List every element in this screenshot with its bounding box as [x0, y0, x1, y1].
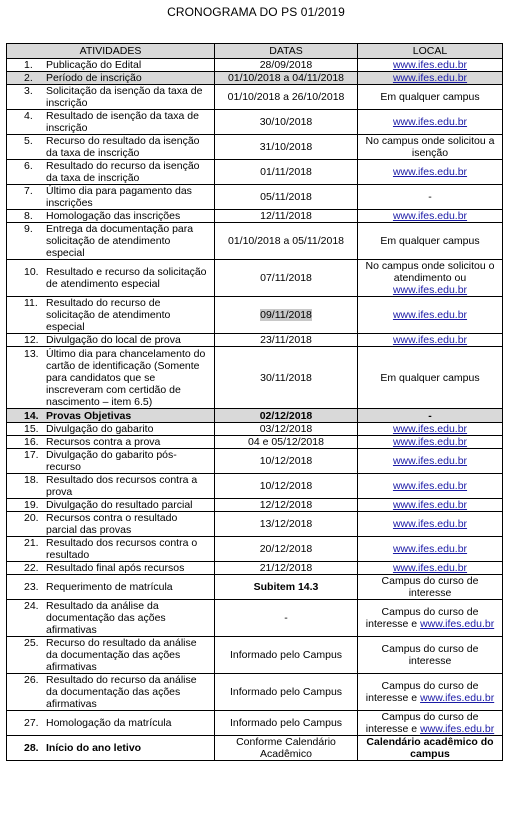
- location-cell: [358, 260, 503, 297]
- date-text: 01/10/2018 a 04/11/2018: [228, 72, 344, 84]
- activity-text: Entrega da documentação para solicitação de atendimento especial: [46, 223, 194, 259]
- date-cell: [215, 674, 358, 711]
- activity-cell: [7, 736, 215, 761]
- table-row: [7, 449, 503, 474]
- activity-text: Resultado do recurso de solicitação de atendimento especial: [46, 297, 171, 333]
- date-cell: [215, 135, 358, 160]
- activity-text: Divulgação do gabarito pós-recurso: [46, 449, 177, 473]
- row-number: 21.: [24, 537, 39, 549]
- activity-cell: [7, 562, 215, 575]
- ifes-website-link[interactable]: www.ifes.edu.br: [392, 455, 468, 467]
- activity-cell: [7, 223, 215, 260]
- table-row: [7, 110, 503, 135]
- activity-text: Solicitação da isenção da taxa de inscrição: [46, 85, 203, 109]
- activity-text: Resultado dos recursos contra a prova: [46, 474, 198, 498]
- date-text: 02/12/2018: [259, 409, 313, 422]
- date-cell: [215, 334, 358, 347]
- table-row: [7, 562, 503, 575]
- date-text: 01/10/2018 a 26/10/2018: [227, 91, 345, 103]
- table-row: [7, 210, 503, 223]
- date-text: Informado pelo Campus: [229, 686, 343, 698]
- location-text: Em qualquer campus: [380, 235, 480, 247]
- location-text: Campus do curso de interesse e: [365, 606, 479, 630]
- date-cell: [215, 260, 358, 297]
- table-row: [7, 260, 503, 297]
- ifes-website-link[interactable]: www.ifes.edu.br: [392, 499, 468, 511]
- row-number: 23.: [24, 581, 39, 593]
- location-cell: [358, 512, 503, 537]
- activity-cell: [7, 474, 215, 499]
- row-number: 19.: [24, 499, 39, 511]
- location-cell: [358, 85, 503, 110]
- location-cell: [358, 334, 503, 347]
- date-text: 31/10/2018: [259, 141, 313, 153]
- date-text: 21/12/2018: [259, 562, 313, 574]
- date-cell: [215, 537, 358, 562]
- row-number: 15.: [24, 423, 39, 435]
- activity-text: Provas Objetivas: [46, 409, 132, 422]
- location-cell: [358, 210, 503, 223]
- location-cell: [358, 436, 503, 449]
- activity-text: Recurso do resultado da análise da documentação das ações afirmativas: [46, 637, 197, 673]
- activity-text: Resultado e recurso da solicitação de atendimento especial: [46, 266, 207, 290]
- ifes-website-link[interactable]: www.ifes.edu.br: [392, 334, 468, 346]
- ifes-website-link[interactable]: www.ifes.edu.br: [392, 116, 468, 128]
- activity-text: Último dia para chancelamento do cartão de identificação (Somente para candidatos que se inscreveram com certidão de nascimento – item 6.5): [46, 347, 206, 408]
- row-number: 17.: [24, 449, 39, 461]
- activity-cell: [7, 600, 215, 637]
- row-number: 22.: [24, 562, 39, 574]
- location-text: No campus onde solicitou o atendimento ou: [365, 260, 495, 284]
- date-cell: [215, 297, 358, 334]
- table-row: [7, 600, 503, 637]
- location-cell: [358, 537, 503, 562]
- date-cell: [215, 110, 358, 135]
- table-row: [7, 297, 503, 334]
- location-cell: [358, 72, 503, 85]
- table-row: [7, 409, 503, 423]
- activity-cell: [7, 334, 215, 347]
- activity-text: Início do ano letivo: [46, 742, 142, 754]
- date-cell: [215, 160, 358, 185]
- row-number: 27.: [24, 717, 39, 729]
- location-text: No campus onde solicitou a isenção: [365, 135, 495, 159]
- row-number: 6.: [24, 160, 33, 172]
- row-number: 11.: [24, 297, 38, 309]
- activity-cell: [7, 449, 215, 474]
- activity-text: Divulgação do resultado parcial: [46, 499, 193, 511]
- activity-text: Último dia para pagamento das inscrições: [46, 185, 192, 209]
- location-cell: [358, 347, 503, 409]
- activity-cell: [7, 85, 215, 110]
- location-cell: [358, 575, 503, 600]
- activity-text: Resultado da análise da documentação das ações afirmativas: [46, 600, 166, 636]
- date-text: 12/12/2018: [259, 499, 313, 511]
- table-row: [7, 537, 503, 562]
- date-cell: [215, 72, 358, 85]
- activity-cell: [7, 210, 215, 223]
- ifes-website-link[interactable]: www.ifes.edu.br: [392, 210, 468, 222]
- ifes-website-link[interactable]: www.ifes.edu.br: [392, 309, 468, 321]
- row-number: 28.: [24, 742, 39, 754]
- table-row: [7, 185, 503, 210]
- activity-text: Resultado do recurso da isenção da taxa de inscrição: [46, 160, 200, 184]
- date-cell: [215, 575, 358, 600]
- row-number: 12.: [24, 334, 39, 346]
- location-cell: [358, 59, 503, 72]
- activity-cell: [7, 260, 215, 297]
- date-cell: [215, 210, 358, 223]
- ifes-website-link[interactable]: www.ifes.edu.br: [392, 436, 468, 448]
- activity-text: Requerimento de matrícula: [46, 581, 173, 593]
- activity-text: Resultado de isenção da taxa de inscrição: [46, 110, 199, 134]
- date-cell: [215, 562, 358, 575]
- date-cell: [215, 409, 358, 423]
- date-cell: [215, 474, 358, 499]
- date-cell: [215, 637, 358, 674]
- ifes-website-link[interactable]: www.ifes.edu.br: [392, 480, 468, 492]
- activity-text: Divulgação do gabarito: [46, 423, 154, 435]
- activity-cell: [7, 537, 215, 562]
- table-row: [7, 674, 503, 711]
- location-cell: [358, 499, 503, 512]
- ifes-website-link[interactable]: www.ifes.edu.br: [392, 72, 468, 84]
- location-cell: [358, 600, 503, 637]
- date-text: 20/12/2018: [259, 543, 313, 555]
- header-location: LOCAL: [358, 44, 503, 59]
- location-cell: [358, 160, 503, 185]
- activity-cell: [7, 674, 215, 711]
- location-text: Campus do curso de interesse: [381, 643, 479, 667]
- row-number: 16.: [24, 436, 39, 448]
- table-row: [7, 135, 503, 160]
- table-row: [7, 499, 503, 512]
- location-cell: [358, 297, 503, 334]
- header-dates: DATAS: [215, 44, 358, 59]
- row-number: 24.: [24, 600, 39, 612]
- date-text: 07/11/2018: [260, 272, 312, 284]
- table-body: [7, 59, 503, 761]
- row-number: 14.: [24, 409, 39, 422]
- date-text: 01/11/2018: [260, 166, 312, 178]
- activity-cell: [7, 72, 215, 85]
- location-cell: [358, 135, 503, 160]
- row-number: 1.: [24, 59, 33, 71]
- activity-cell: [7, 423, 215, 436]
- date-text: 30/11/2018: [260, 371, 312, 384]
- ifes-website-link[interactable]: www.ifes.edu.br: [392, 543, 468, 555]
- ifes-website-link[interactable]: www.ifes.edu.br: [392, 562, 468, 574]
- location-text: Em qualquer campus: [380, 371, 480, 384]
- date-cell: [215, 185, 358, 210]
- row-number: 8.: [24, 210, 33, 222]
- activity-text: Resultado do recurso da análise da documentação das ações afirmativas: [46, 674, 197, 710]
- table-row: [7, 347, 503, 409]
- date-cell: [215, 423, 358, 436]
- activity-cell: [7, 110, 215, 135]
- activity-cell: [7, 347, 215, 409]
- document-title: CRONOGRAMA DO PS 01/2019: [167, 5, 345, 19]
- header-activities: ATIVIDADES: [7, 44, 215, 59]
- date-cell: [215, 85, 358, 110]
- location-text: Calendário acadêmico do campus: [366, 736, 494, 760]
- activity-text: Recursos contra o resultado parcial das provas: [46, 512, 178, 536]
- row-number: 5.: [24, 135, 33, 147]
- location-cell: [358, 409, 503, 423]
- location-cell: [358, 736, 503, 761]
- table-header-row: [7, 44, 503, 59]
- table-row: [7, 436, 503, 449]
- date-text: 09/11/2018: [260, 309, 312, 321]
- location-cell: [358, 637, 503, 674]
- date-text: 28/09/2018: [259, 59, 313, 71]
- table-row: [7, 334, 503, 347]
- location-text: -: [428, 409, 432, 422]
- location-cell: [358, 711, 503, 736]
- row-number: 3.: [24, 85, 33, 97]
- row-number: 9.: [24, 223, 33, 235]
- activity-cell: [7, 512, 215, 537]
- location-cell: [358, 185, 503, 210]
- date-text: 05/11/2018: [260, 191, 312, 203]
- date-text: Conforme Calendário Acadêmico: [236, 736, 336, 760]
- location-text: Campus do curso de interesse e: [365, 711, 479, 735]
- row-number: 26.: [24, 674, 39, 686]
- date-cell: [215, 512, 358, 537]
- table-row: [7, 575, 503, 600]
- location-text: -: [428, 191, 432, 203]
- date-text: 30/10/2018: [259, 116, 313, 128]
- activity-text: Divulgação do local de prova: [46, 334, 181, 346]
- date-text: 10/12/2018: [259, 480, 313, 492]
- ifes-website-link[interactable]: www.ifes.edu.br: [420, 723, 495, 735]
- activity-text: Homologação das inscrições: [46, 210, 181, 222]
- date-text: 12/11/2018: [260, 210, 312, 222]
- table-row: [7, 223, 503, 260]
- date-text: Informado pelo Campus: [229, 649, 343, 661]
- row-number: 18.: [24, 474, 39, 486]
- table-row: [7, 423, 503, 436]
- date-cell: [215, 347, 358, 409]
- ifes-website-link[interactable]: www.ifes.edu.br: [392, 59, 468, 71]
- date-text: 23/11/2018: [260, 334, 312, 346]
- activity-text: Resultado final após recursos: [46, 562, 185, 574]
- activity-text: Recursos contra a prova: [46, 436, 161, 448]
- location-text: Em qualquer campus: [380, 91, 480, 103]
- table-row: [7, 711, 503, 736]
- location-cell: [358, 423, 503, 436]
- row-number: 13.: [24, 347, 39, 360]
- table-row: [7, 85, 503, 110]
- table-row: [7, 59, 503, 72]
- row-number: 25.: [24, 637, 39, 649]
- row-number: 10.: [24, 266, 39, 278]
- date-text: 04 e 05/12/2018: [248, 436, 324, 448]
- ifes-website-link[interactable]: www.ifes.edu.br: [420, 692, 495, 704]
- date-text: -: [284, 612, 288, 624]
- activity-cell: [7, 499, 215, 512]
- activity-text: Publicação do Edital: [46, 59, 142, 71]
- schedule-table: [6, 43, 503, 761]
- location-text: Campus do curso de interesse: [381, 575, 479, 599]
- ifes-website-link[interactable]: www.ifes.edu.br: [420, 618, 495, 630]
- ifes-website-link[interactable]: www.ifes.edu.br: [392, 518, 468, 530]
- date-cell: [215, 600, 358, 637]
- table-row: [7, 736, 503, 761]
- location-cell: [358, 110, 503, 135]
- date-text: 01/10/2018 a 05/11/2018: [228, 235, 344, 247]
- location-cell: [358, 223, 503, 260]
- date-cell: [215, 499, 358, 512]
- date-cell: [215, 711, 358, 736]
- location-cell: [358, 474, 503, 499]
- activity-cell: [7, 409, 215, 423]
- table-row: [7, 474, 503, 499]
- location-cell: [358, 449, 503, 474]
- activity-cell: [7, 436, 215, 449]
- activity-cell: [7, 575, 215, 600]
- date-text: 13/12/2018: [259, 518, 313, 530]
- date-text: 03/12/2018: [259, 423, 313, 435]
- table-row: [7, 637, 503, 674]
- activity-cell: [7, 297, 215, 334]
- table-row: [7, 512, 503, 537]
- date-text: Subitem 14.3: [253, 581, 319, 593]
- table-row: [7, 160, 503, 185]
- date-text: Informado pelo Campus: [229, 717, 343, 729]
- activity-text: Resultado dos recursos contra o resultado: [46, 537, 198, 561]
- location-cell: [358, 674, 503, 711]
- activity-text: Homologação da matrícula: [46, 717, 172, 729]
- row-number: 4.: [24, 110, 33, 122]
- date-cell: [215, 449, 358, 474]
- table-row: [7, 72, 503, 85]
- date-text: 10/12/2018: [259, 455, 313, 467]
- date-cell: [215, 59, 358, 72]
- activity-text: Período de inscrição: [46, 72, 142, 84]
- row-number: 7.: [24, 185, 33, 197]
- ifes-website-link[interactable]: www.ifes.edu.br: [392, 166, 468, 178]
- row-number: 20.: [24, 512, 39, 524]
- ifes-website-link[interactable]: www.ifes.edu.br: [392, 284, 468, 296]
- activity-cell: [7, 637, 215, 674]
- date-cell: [215, 736, 358, 761]
- date-cell: [215, 223, 358, 260]
- activity-cell: [7, 135, 215, 160]
- location-text: Campus do curso de interesse e: [365, 680, 479, 704]
- activity-cell: [7, 59, 215, 72]
- activity-cell: [7, 711, 215, 736]
- activity-cell: [7, 160, 215, 185]
- date-cell: [215, 436, 358, 449]
- location-cell: [358, 562, 503, 575]
- activity-cell: [7, 185, 215, 210]
- ifes-website-link[interactable]: www.ifes.edu.br: [392, 423, 468, 435]
- activity-text: Recurso do resultado da isenção da taxa de inscrição: [46, 135, 200, 159]
- row-number: 2.: [24, 72, 33, 84]
